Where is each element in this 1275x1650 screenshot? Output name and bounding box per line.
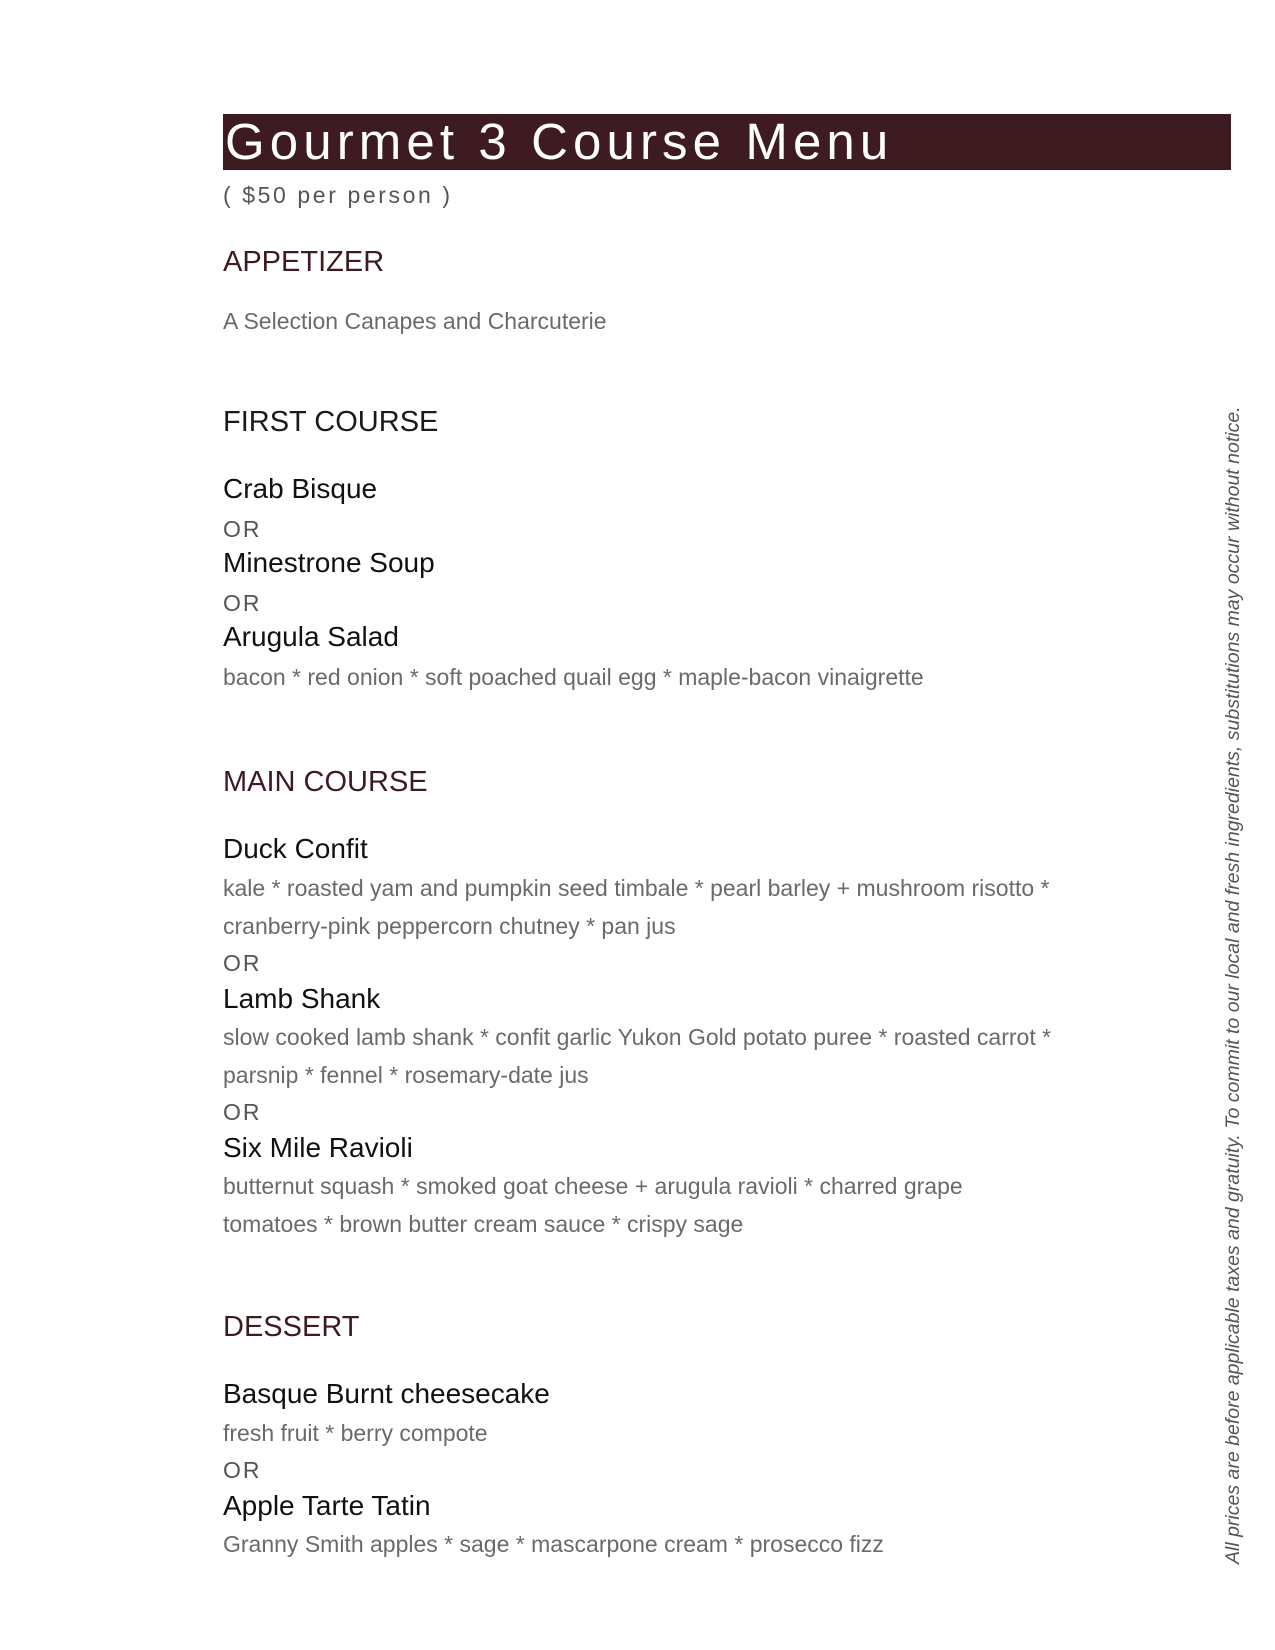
dessert-heading: DESSERT <box>223 1311 360 1343</box>
appetizer-heading: APPETIZER <box>223 246 385 278</box>
dish-description-six-mile-ravioli-line1: butternut squash * smoked goat cheese + arugula ravioli * charred grape <box>223 1173 963 1199</box>
dish-description-lamb-shank-line2: parsnip * fennel * rosemary-date jus <box>223 1062 589 1088</box>
dish-name-six-mile-ravioli: Six Mile Ravioli <box>223 1132 413 1163</box>
side-note: All prices are before applicable taxes and gratuity. To commit to our local and fresh ingredients, substitutions may occur without notice. <box>1222 406 1244 1564</box>
first-course-heading: FIRST COURSE <box>223 406 439 438</box>
or-separator: OR <box>223 590 262 616</box>
dish-name-crab-bisque: Crab Bisque <box>223 473 378 504</box>
main-course-heading: MAIN COURSE <box>223 766 428 798</box>
dish-description-lamb-shank-line1: slow cooked lamb shank * confit garlic Yukon Gold potato puree * roasted carrot * <box>223 1024 1052 1050</box>
dish-name-duck-confit: Duck Confit <box>223 833 368 864</box>
dish-description-arugula-salad: bacon * red onion * soft poached quail egg * maple-bacon vinaigrette <box>223 664 924 690</box>
dish-name-lamb-shank: Lamb Shank <box>223 983 381 1014</box>
dish-description-basque-burnt-cheesecake: fresh fruit * berry compote <box>223 1420 488 1446</box>
dish-description-six-mile-ravioli-line2: tomatoes * brown butter cream sauce * crispy sage <box>223 1211 744 1237</box>
dish-description-duck-confit-line2: cranberry-pink peppercorn chutney * pan jus <box>223 913 676 939</box>
dish-name-arugula-salad: Arugula Salad <box>223 621 399 652</box>
appetizer-description: A Selection Canapes and Charcuterie <box>223 308 607 334</box>
dish-description-duck-confit-line1: kale * roasted yam and pumpkin seed timbale * pearl barley + mushroom risotto * <box>223 875 1050 901</box>
or-separator: OR <box>223 1099 262 1125</box>
dish-name-basque-burnt-cheesecake: Basque Burnt cheesecake <box>223 1378 550 1409</box>
or-separator: OR <box>223 1457 262 1483</box>
price-per-person: ( $50 per person ) <box>223 182 453 208</box>
page-title: Gourmet 3 Course Menu <box>225 113 894 170</box>
dish-description-apple-tarte-tatin: Granny Smith apples * sage * mascarpone cream * prosecco fizz <box>223 1531 884 1557</box>
or-separator: OR <box>223 516 262 542</box>
or-separator: OR <box>223 950 262 976</box>
dish-name-apple-tarte-tatin: Apple Tarte Tatin <box>223 1490 431 1521</box>
dish-name-minestrone-soup: Minestrone Soup <box>223 547 435 578</box>
